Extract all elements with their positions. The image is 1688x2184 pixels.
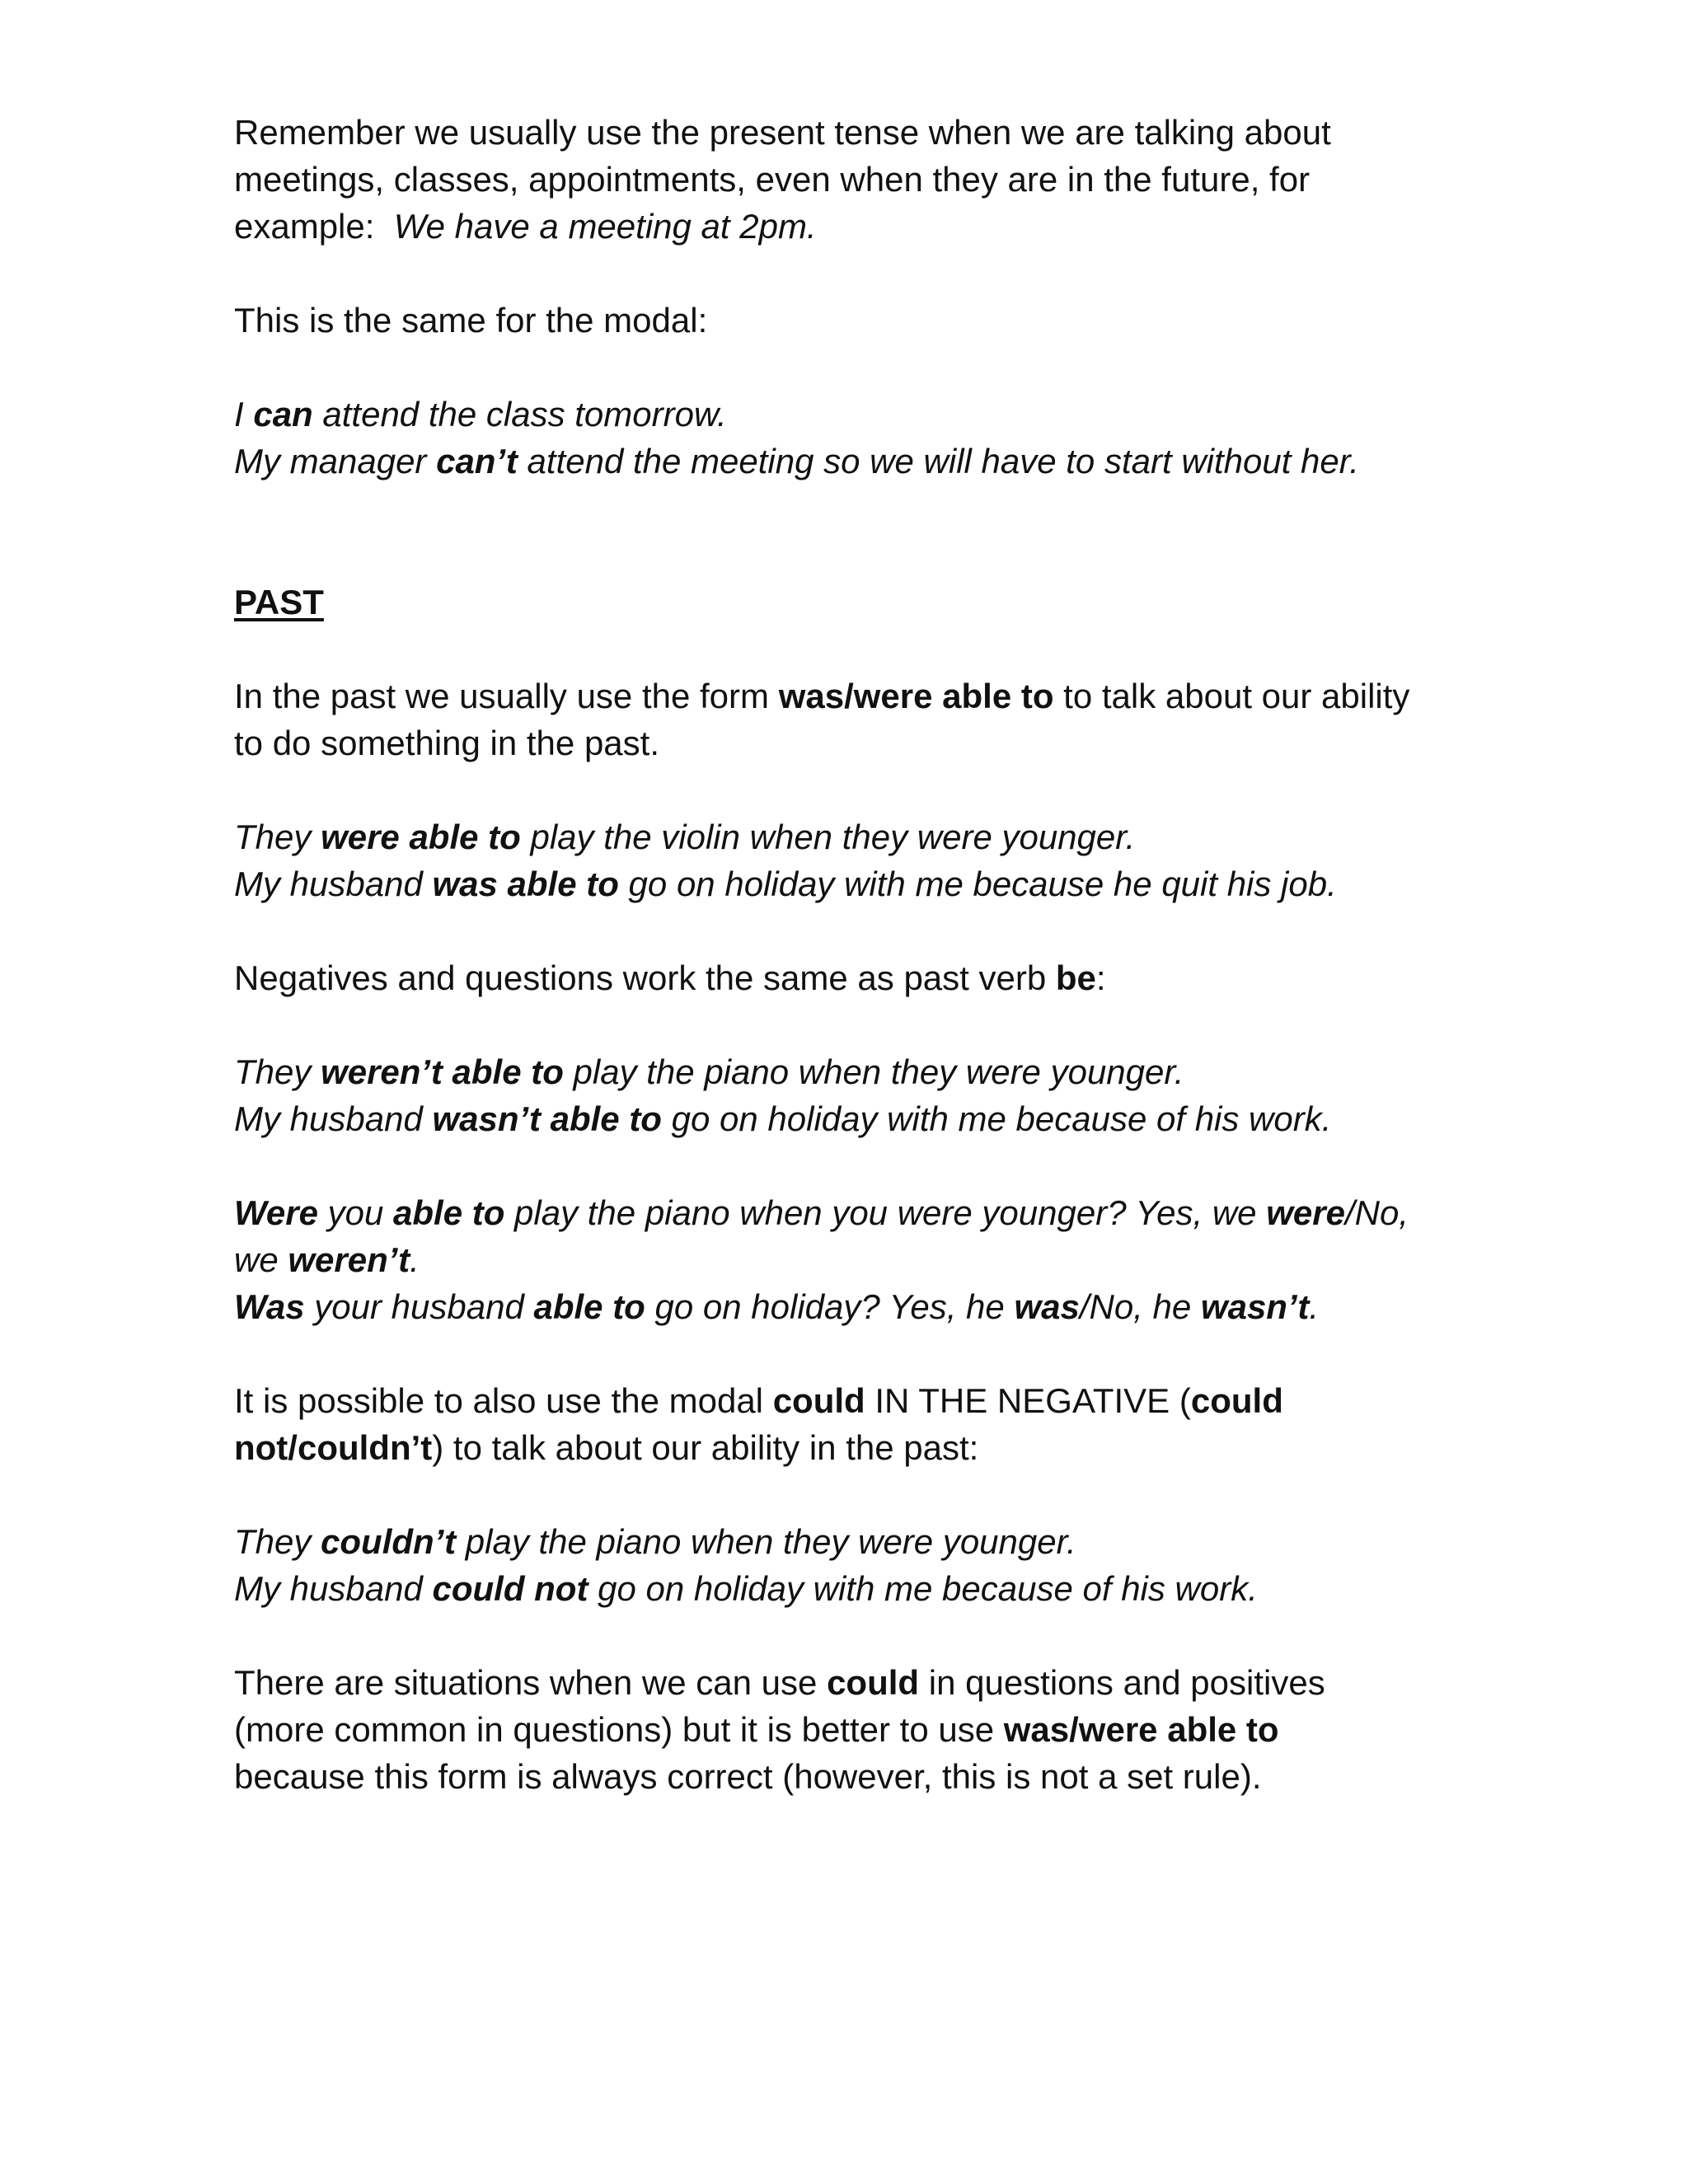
past-heading: PAST (234, 583, 324, 621)
could-intro-start: It is possible to also use the modal (234, 1381, 773, 1420)
question-2-answer-neg: wasn’t (1200, 1287, 1310, 1326)
negative-example-2 (234, 1095, 1470, 1142)
could-intro-line-1 (234, 1377, 1470, 1424)
closing-form: was/were able to (1003, 1710, 1279, 1749)
past-intro-paragraph (234, 673, 1470, 766)
present-example-2 (234, 438, 1470, 485)
past-intro-line-1 (234, 673, 1470, 719)
could-example-2-end: go on holiday with me because of his work. (588, 1569, 1258, 1608)
negatives-intro-start: Negatives and questions work the same as past verb (234, 958, 1056, 997)
could-example-2-start: My husband (234, 1569, 433, 1608)
negatives-intro-paragraph (234, 954, 1470, 1001)
modal-intro-paragraph (234, 297, 1470, 344)
closing-start: There are situations when we can use (234, 1663, 828, 1702)
question-2-period: . (1309, 1287, 1320, 1326)
past-example-1-form: were able to (321, 818, 521, 856)
closing-questions: in questions and positives (919, 1663, 1325, 1702)
intro-paragraph (234, 109, 1470, 250)
negatives-intro-verb: be (1055, 958, 1096, 997)
question-2-form: able to (533, 1287, 645, 1326)
could-intro-forms: not/couldn’t (234, 1428, 433, 1467)
section-spacer (234, 532, 1470, 579)
past-example-2-start: My husband (234, 865, 433, 903)
question-examples (234, 1189, 1470, 1330)
past-heading-block (234, 579, 1470, 626)
past-examples (234, 813, 1470, 907)
question-1-answer-neg: weren’t (288, 1240, 410, 1279)
past-intro-form: was/were able to (778, 677, 1054, 715)
present-example-2-end: attend the meeting so we will have to start without her. (517, 442, 1359, 480)
closing-could: could (827, 1663, 920, 1702)
past-example-2 (234, 860, 1470, 907)
could-example-2-form: could not (432, 1569, 588, 1608)
closing-middle: (more common in questions) but it is better to use (234, 1710, 1004, 1749)
intro-example-label: example: (234, 207, 394, 246)
question-1-rest: play the piano when you were younger? Yes, we (504, 1193, 1267, 1232)
could-example-1-form: couldn’t (321, 1522, 457, 1561)
could-intro-paragraph (234, 1377, 1470, 1471)
question-1-period: . (410, 1240, 420, 1279)
could-intro-modal: could (772, 1381, 865, 1420)
document-page (234, 109, 1470, 1847)
intro-line-2: meetings, classes, appointments, even when they are in the future, for (234, 160, 1311, 199)
closing-line-3: because this form is always correct (however, this is not a set rule). (234, 1757, 1262, 1796)
could-example-1 (234, 1518, 1470, 1565)
could-example-1-end: play the piano when they were younger. (456, 1522, 1076, 1561)
closing-line-2 (234, 1706, 1470, 1753)
negative-example-1-form: weren’t able to (321, 1052, 564, 1091)
present-examples (234, 391, 1470, 485)
question-1-subject: you (317, 1193, 394, 1232)
negative-example-1-end: play the piano when they were younger. (563, 1052, 1184, 1091)
negative-example-1 (234, 1048, 1470, 1095)
could-example-1-start: They (234, 1522, 321, 1561)
could-intro-could: could (1190, 1381, 1283, 1420)
present-example-1 (234, 391, 1470, 438)
question-2-answer-yes: was (1014, 1287, 1080, 1326)
past-example-1-end: play the violin when they were younger. (520, 818, 1136, 856)
intro-example-sentence: We have a meeting at 2pm. (393, 207, 817, 246)
question-1-answer-no: /No, (1344, 1193, 1409, 1232)
could-intro-line-2 (234, 1424, 1470, 1471)
closing-line-1 (234, 1659, 1470, 1706)
question-2-line (234, 1283, 1470, 1330)
present-example-2-start: My manager (234, 442, 437, 480)
past-intro-start: In the past we usually use the form (234, 677, 779, 715)
negatives-intro-colon: : (1095, 958, 1106, 997)
could-intro-negative: IN THE NEGATIVE ( (865, 1381, 1191, 1420)
could-intro-end: ) to talk about our ability in the past: (432, 1428, 979, 1467)
past-intro-line-2: to do something in the past. (234, 724, 659, 762)
past-example-1-start: They (234, 818, 321, 856)
past-example-2-end: go on holiday with me because he quit his job. (618, 865, 1337, 903)
present-example-1-start: I (234, 395, 254, 434)
question-1-we: we (234, 1240, 288, 1279)
past-intro-end: to talk about our ability (1053, 677, 1410, 715)
intro-line-3 (234, 203, 1470, 250)
question-2-answer-no: /No, he (1079, 1287, 1201, 1326)
present-example-1-end: attend the class tomorrow. (312, 395, 727, 434)
question-2-subject: your husband (304, 1287, 534, 1326)
question-2-rest: go on holiday? Yes, he (645, 1287, 1015, 1326)
past-example-2-form: was able to (432, 865, 619, 903)
intro-line-1: Remember we usually use the present tense when we are talking about (234, 113, 1331, 152)
negatives-intro-line (234, 954, 1470, 1001)
negative-examples (234, 1048, 1470, 1142)
could-example-2 (234, 1565, 1470, 1612)
negative-example-2-end: go on holiday with me because of his work. (661, 1099, 1332, 1138)
past-example-1 (234, 813, 1470, 860)
question-1-answer-yes: were (1266, 1193, 1345, 1232)
present-example-2-modal: can’t (436, 442, 518, 480)
negative-example-2-form: wasn’t able to (432, 1099, 662, 1138)
present-example-1-modal: can (253, 395, 313, 434)
question-1-aux: Were (234, 1193, 318, 1232)
question-2-aux: Was (234, 1287, 305, 1326)
modal-intro-text: This is the same for the modal: (234, 301, 708, 340)
question-1-line-2 (234, 1236, 1470, 1283)
could-examples (234, 1518, 1470, 1612)
closing-paragraph (234, 1659, 1470, 1800)
question-1-form: able to (393, 1193, 505, 1232)
negative-example-2-start: My husband (234, 1099, 433, 1138)
question-1-line-1 (234, 1189, 1470, 1236)
negative-example-1-start: They (234, 1052, 321, 1091)
